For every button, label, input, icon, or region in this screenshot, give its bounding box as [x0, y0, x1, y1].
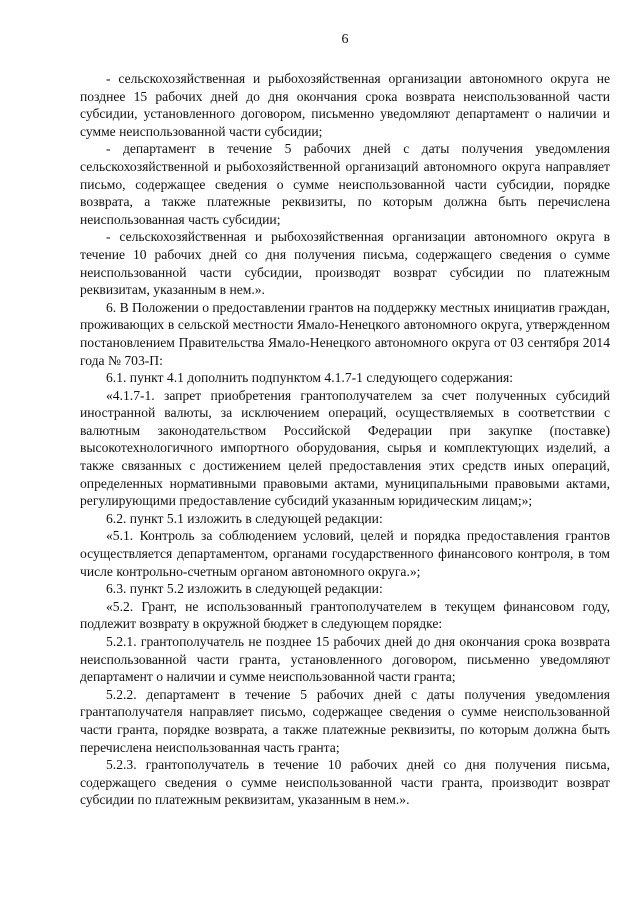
- paragraph-clause-5-1: «5.1. Контроль за соблюдением условий, целей и порядка предоставления грантов осуществляется департаментом, органами государственного финансового контроля, в том числе контрольно-счетным органом автономного округа.»;: [80, 528, 610, 579]
- paragraph-clause-5-2: «5.2. Грант, не использованный грантополучателем в текущем финансовом году, подлежит возврату в окружной бюджет в следующем порядке:: [80, 598, 610, 632]
- paragraph-section-6-2: 6.2. пункт 5.1 изложить в следующей редакции:: [106, 510, 383, 526]
- paragraph-section-6-1: 6.1. пункт 4.1 дополнить подпунктом 4.1.7-1 следующего содержания:: [106, 370, 514, 386]
- paragraph-subsidy-return: - сельскохозяйственная и рыбохозяйственная организации автономного округа в течение 10 рабочих дней со дня получения письма, содержащего сведения о сумме неиспользованной части субсидии, производят возврат субсидии по платежным реквизитам, указанным в нем.».: [80, 229, 610, 298]
- page-number: 6: [341, 32, 349, 47]
- paragraph-department-letter: - департамент в течение 5 рабочих дней с даты получения уведомления сельскохозяйственной и рыбохозяйственной организаций автономного округа направляет письмо, содержащее сведения о сумме неиспользованной части субсидии, порядке возврата, а также платежные реквизиты, по которым должна быть перечислена неиспользованная часть субсидии;: [80, 141, 610, 227]
- paragraph-clause-5-2-1: 5.2.1. грантополучатель не позднее 15 рабочих дней до дня окончания срока возврата неиспользованной части гранта, установленного договором, письменно уведомляют департамент о наличии и сумме неиспользованной части гранта;: [80, 634, 610, 685]
- paragraph-section-6: 6. В Положении о предоставлении грантов на поддержку местных инициатив граждан, проживающих в сельской местности Ямало-Ненецкого автономного округа, утвержденном постановлением Правительства Ямало-Ненецкого автономного округа от 03 сентября 2014 года № 703-П:: [80, 299, 610, 368]
- paragraph-clause-5-2-2: 5.2.2. департамент в течение 5 рабочих дней с даты получения уведомления грантаполучателя направляет письмо, содержащее сведения о сумме неиспользованной части гранта, порядке возврата, а также платежные реквизиты, по которым должна быть перечислена неиспользованная часть гранта;: [80, 686, 610, 755]
- paragraph-section-6-3: 6.3. пункт 5.2 изложить в следующей редакции:: [106, 581, 383, 597]
- document-page: [80, 32, 610, 809]
- paragraph-notify-subsidy: - сельскохозяйственная и рыбохозяйственная организации автономного округа не позднее 15 рабочих дней до дня окончания срока возврата неиспользованной части субсидии, установленного договором, письменно уведомляют департамент о наличии и сумме неиспользованной части субсидии;: [80, 71, 610, 139]
- paragraph-clause-4-1-7-1: «4.1.7-1. запрет приобретения грантополучателем за счет полученных субсидий иностранной валюты, за исключением операций, осуществляемых в соответствии с валютным законодательством Российской Федерации при закупке (поставке) высокотехнологичного импортного оборудования, сырья и комплектующих изделий, а также связанных с достижением целей предоставления этих средств иных операций, определенных нормативными правовыми актами, муниципальными правовыми актами, регулирующими предоставление субсидий указанным юридическим лицам;»;: [80, 387, 610, 509]
- paragraph-clause-5-2-3: 5.2.3. грантополучатель в течение 10 рабочих дней со дня получения письма, содержащего сведения о сумме неиспользованной части гранта, производит возврат субсидии по платежным реквизитам, указанным в нем.».: [80, 757, 610, 808]
